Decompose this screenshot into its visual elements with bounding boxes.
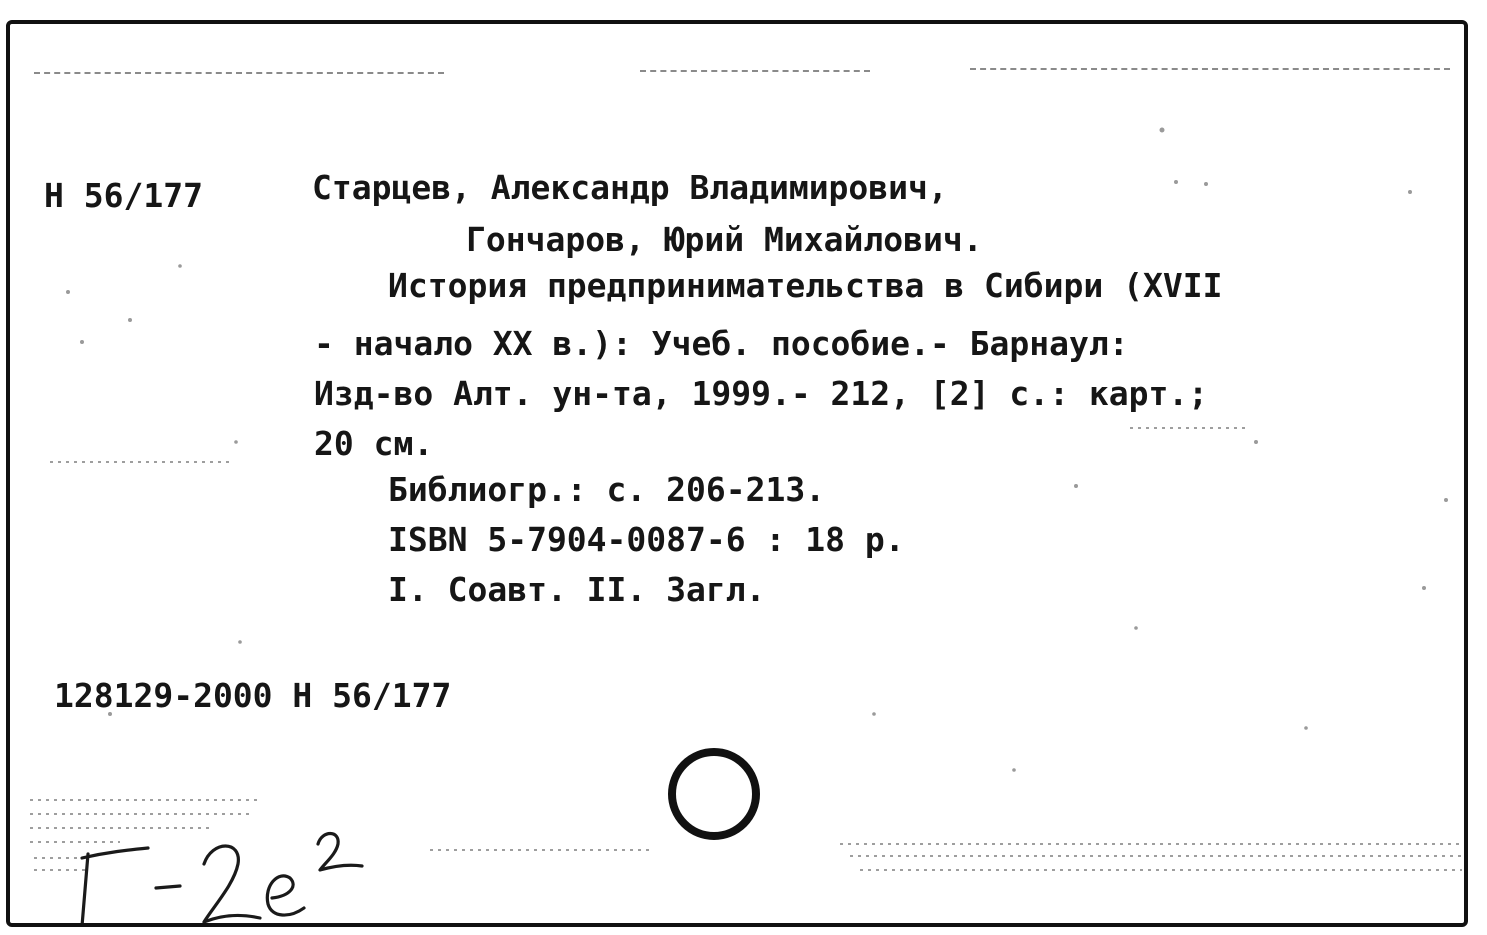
punch-hole <box>666 746 762 842</box>
title-continuation-line: - начало XX в.): Учеб. пособие.- Барнаул: <box>314 324 1129 363</box>
shelf-mark: Н 56/177 <box>44 176 203 215</box>
imprint-line: Изд-во Алт. ун-та, 1999.- 212, [2] с.: карт.; <box>314 374 1209 413</box>
bibliography-note: Библиогр.: с. 206-213. <box>388 470 826 509</box>
isbn-line: ISBN 5-7904-0087-6 : 18 р. <box>388 520 905 559</box>
coauthor-line: Гончаров, Юрий Михайлович. <box>466 220 983 259</box>
title-line: История предпринимательства в Сибири (XVII <box>388 266 1223 305</box>
author-line: Старцев, Александр Владимирович, <box>312 168 948 207</box>
catalog-card <box>6 20 1468 927</box>
inventory-number: 128129-2000 Н 56/177 <box>54 676 452 715</box>
handwritten-note <box>28 814 388 927</box>
tracings-line: I. Соавт. II. Загл. <box>388 570 766 609</box>
dimensions-line: 20 см. <box>314 424 434 463</box>
